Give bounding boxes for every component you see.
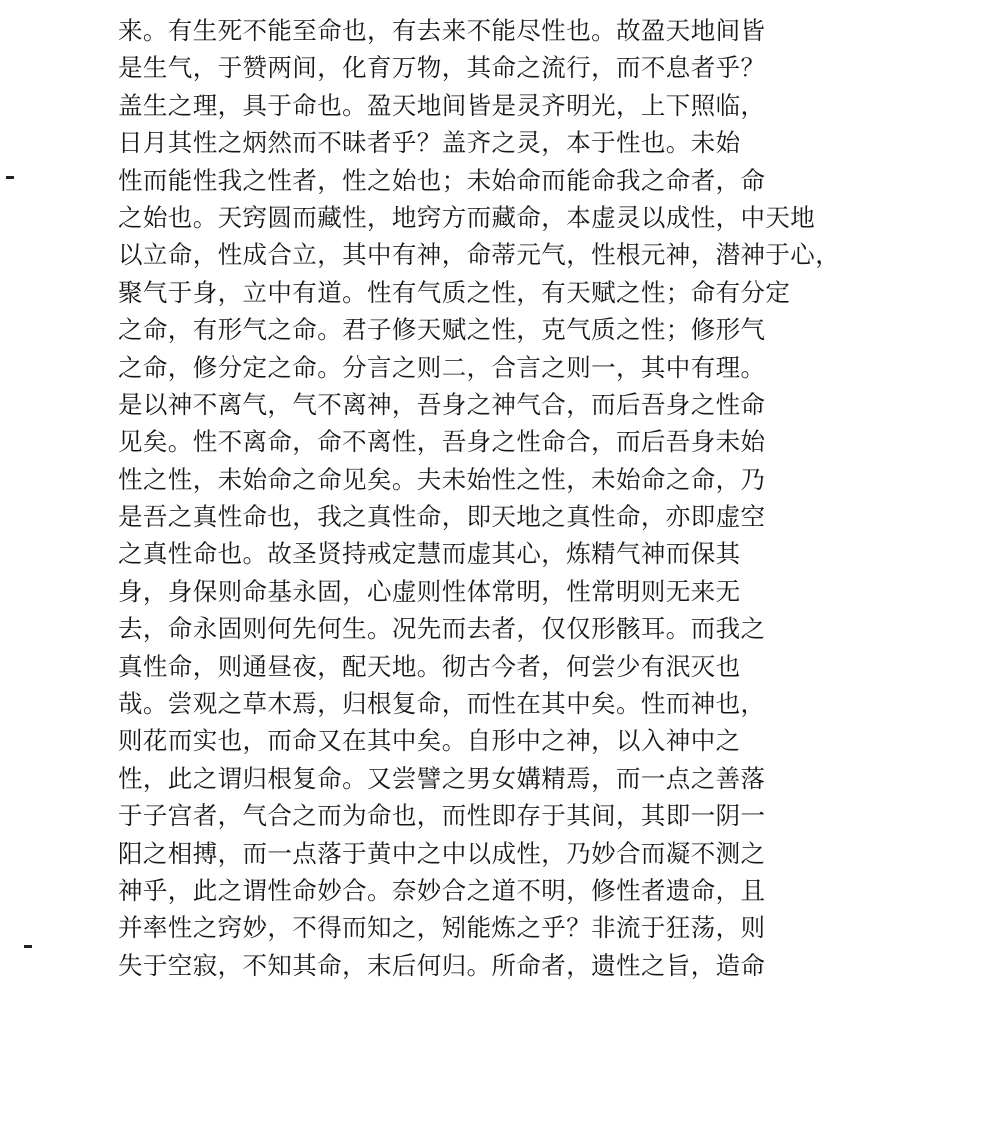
- margin-mark: [24, 945, 32, 948]
- text-line: 是以神不离气，气不离神，吾身之神气合，而后吾身之性命: [118, 389, 766, 419]
- text-line: 之命，有形气之命。君子修天赋之性，克气质之性；修形气: [118, 315, 766, 345]
- text-line: 哉。尝观之草木焉，归根复命，而性在其中矣。性而神也，: [118, 689, 766, 719]
- text-line: 是生气，于赞两间，化育万物，其命之流行，而不息者乎？: [118, 53, 766, 83]
- text-line: 性之性，未始命之命见矣。夫未始性之性，未始命之命，乃: [118, 464, 766, 494]
- text-line: 失于空寂，不知其命，末后何归。所命者，遗性之旨，造命: [118, 950, 766, 980]
- text-line: 性而能性我之性者，性之始也；未始命而能命我之命者，命: [118, 165, 766, 195]
- text-line: 并率性之窍妙，不得而知之，矧能炼之乎？非流于狂荡，则: [118, 913, 766, 943]
- text-line: 于子宫者，气合之而为命也，而性即存于其间，其即一阴一: [118, 801, 766, 831]
- margin-mark: [6, 176, 14, 179]
- text-line: 之真性命也。故圣贤持戒定慧而虚其心，炼精气神而保其: [118, 539, 741, 569]
- text-line: 见矣。性不离命，命不离性，吾身之性命合，而后吾身未始: [118, 427, 766, 457]
- text-line: 是吾之真性命也，我之真性命，即天地之真性命，亦即虚空: [118, 502, 766, 532]
- text-line: 聚气于身，立中有道。性有气质之性，有天赋之性；命有分定: [118, 277, 791, 307]
- text-line: 真性命，则通昼夜，配天地。彻古今者，何尝少有泯灭也: [118, 651, 741, 681]
- text-line: 去，命永固则何先何生。况先而去者，仅仅形骸耳。而我之: [118, 614, 766, 644]
- text-line: 则花而实也，而命又在其中矣。自形中之神，以入神中之: [118, 726, 741, 756]
- body-text: [118, 12, 918, 984]
- text-line: 以立命，性成合立，其中有神，命蒂元气，性根元神，潜神于心，: [118, 240, 841, 270]
- text-line: 来。有生死不能至命也，有去来不能尽性也。故盈天地间皆: [118, 16, 766, 45]
- text-line: 身，身保则命基永固，心虚则性体常明，性常明则无来无: [118, 576, 741, 606]
- text-line: 神乎，此之谓性命妙合。奈妙合之道不明，修性者遗命，且: [118, 875, 766, 905]
- text-line: 性，此之谓归根复命。又尝譬之男女媾精焉，而一点之善落: [118, 763, 766, 793]
- text-line: 之命，修分定之命。分言之则二，合言之则一，其中有理。: [118, 352, 766, 382]
- text-line: 阳之相搏，而一点落于黄中之中以成性，乃妙合而凝不测之: [118, 838, 766, 868]
- text-line: 日月其性之炳然而不昧者乎？盖齐之灵，本于性也。未始: [118, 128, 741, 158]
- text-line: 盖生之理，具于命也。盈天地间皆是灵齐明光，上下照临，: [118, 90, 766, 120]
- text-line: 之始也。天窍圆而藏性，地窍方而藏命，本虚灵以成性，中天地: [118, 202, 816, 232]
